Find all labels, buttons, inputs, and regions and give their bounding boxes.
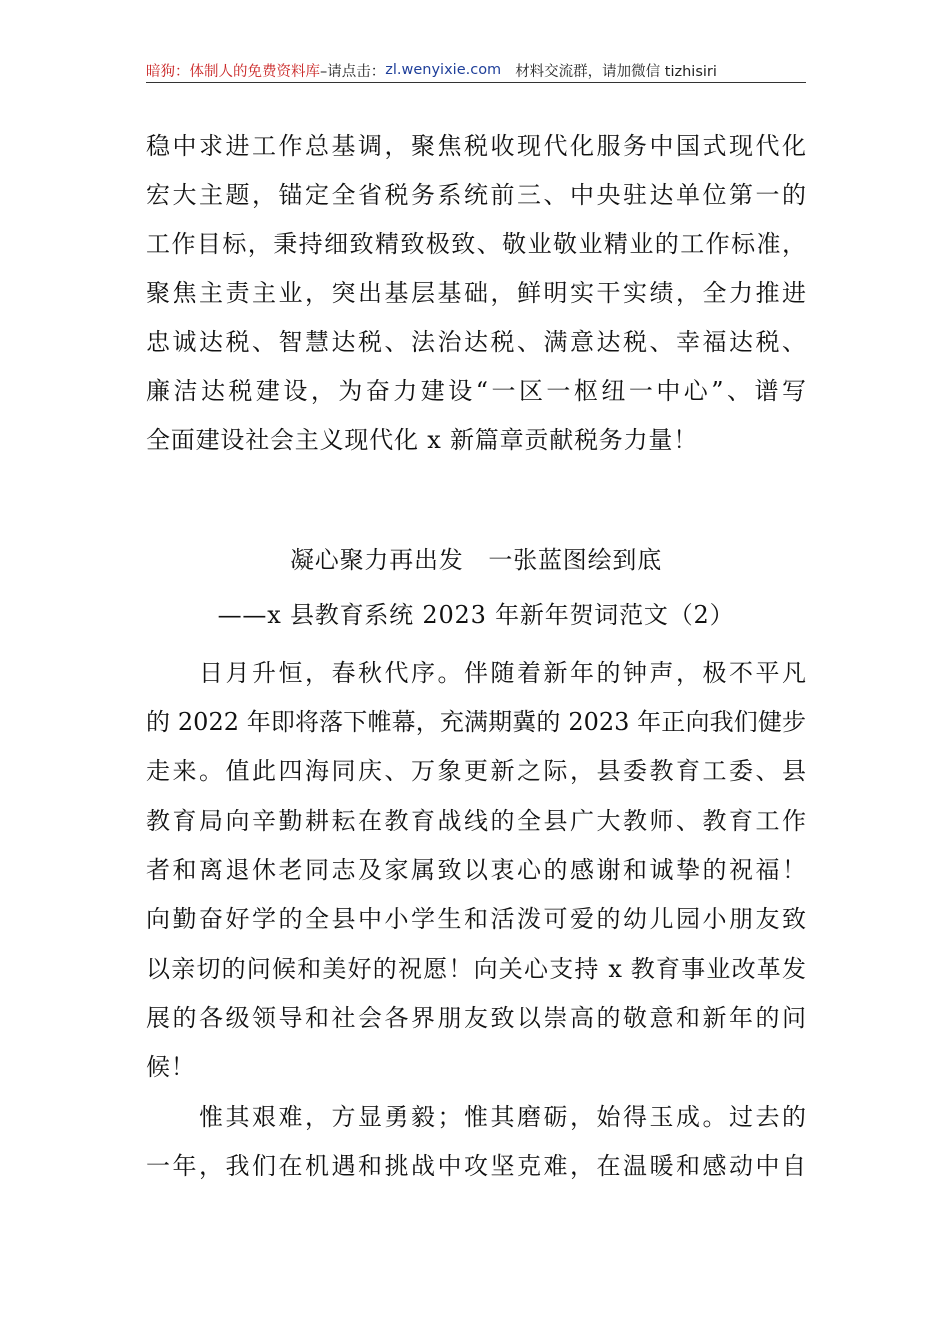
header-prompt: –请点击： bbox=[320, 63, 386, 80]
body-line: 以亲切的问候和美好的祝愿！向关心支持 x 教育事业改革发 bbox=[146, 955, 806, 983]
body-line: 宏大主题，锚定全省税务系统前三、中央驻达单位第一的 bbox=[146, 181, 806, 209]
body-line: 惟其艰难，方显勇毅；惟其磨砺，始得玉成。过去的 bbox=[146, 1103, 806, 1131]
body-line: 稳中求进工作总基调，聚焦税收现代化服务中国式现代化 bbox=[146, 132, 806, 160]
body-line: 候！ bbox=[146, 1053, 196, 1081]
article-title: 凝心聚力再出发 一张蓝图绘到底 bbox=[290, 546, 662, 574]
body-line: 工作目标，秉持细致精致极致、敬业敬业精业的工作标准， bbox=[146, 230, 806, 258]
body-line: 的 2022 年即将落下帷幕，充满期冀的 2023 年正向我们健步 bbox=[146, 708, 806, 736]
body-line: 忠诚达税、智慧达税、法治达税、满意达税、幸福达税、 bbox=[146, 328, 806, 356]
body-line: 廉洁达税建设，为奋力建设“一区一枢纽一中心”、谱写 bbox=[146, 377, 806, 405]
body-line: 教育局向辛勤耕耘在教育战线的全县广大教师、教育工作 bbox=[146, 807, 806, 835]
body-line: 日月升恒，春秋代序。伴随着新年的钟声，极不平凡 bbox=[146, 659, 806, 687]
article-subtitle: ——x 县教育系统 2023 年新年贺词范文（2） bbox=[217, 601, 735, 629]
body-line: 向勤奋好学的全县中小学生和活泼可爱的幼儿园小朋友致 bbox=[146, 905, 806, 933]
header-contact: 材料交流群，请加微信 tizhisiri bbox=[515, 63, 717, 80]
body-line: 者和离退休老同志及家属致以衷心的感谢和诚挚的祝福！ bbox=[146, 856, 806, 884]
header-divider bbox=[146, 82, 806, 83]
body-line: 展的各级领导和社会各界朋友致以崇高的敬意和新年的问 bbox=[146, 1004, 806, 1032]
body-line: 走来。值此四海同庆、万象更新之际，县委教育工委、县 bbox=[146, 757, 806, 785]
body-line: 一年，我们在机遇和挑战中攻坚克难，在温暖和感动中自 bbox=[146, 1152, 806, 1180]
header-brand: 暗狗：体制人的免费资料库 bbox=[146, 63, 320, 80]
header-link[interactable]: zl.wenyixie.com bbox=[385, 62, 502, 78]
body-line: 全面建设社会主义现代化 x 新篇章贡献税务力量！ bbox=[146, 426, 698, 454]
body-line: 聚焦主责主业，突出基层基础，鲜明实干实绩，全力推进 bbox=[146, 279, 806, 307]
page-header bbox=[146, 58, 806, 82]
